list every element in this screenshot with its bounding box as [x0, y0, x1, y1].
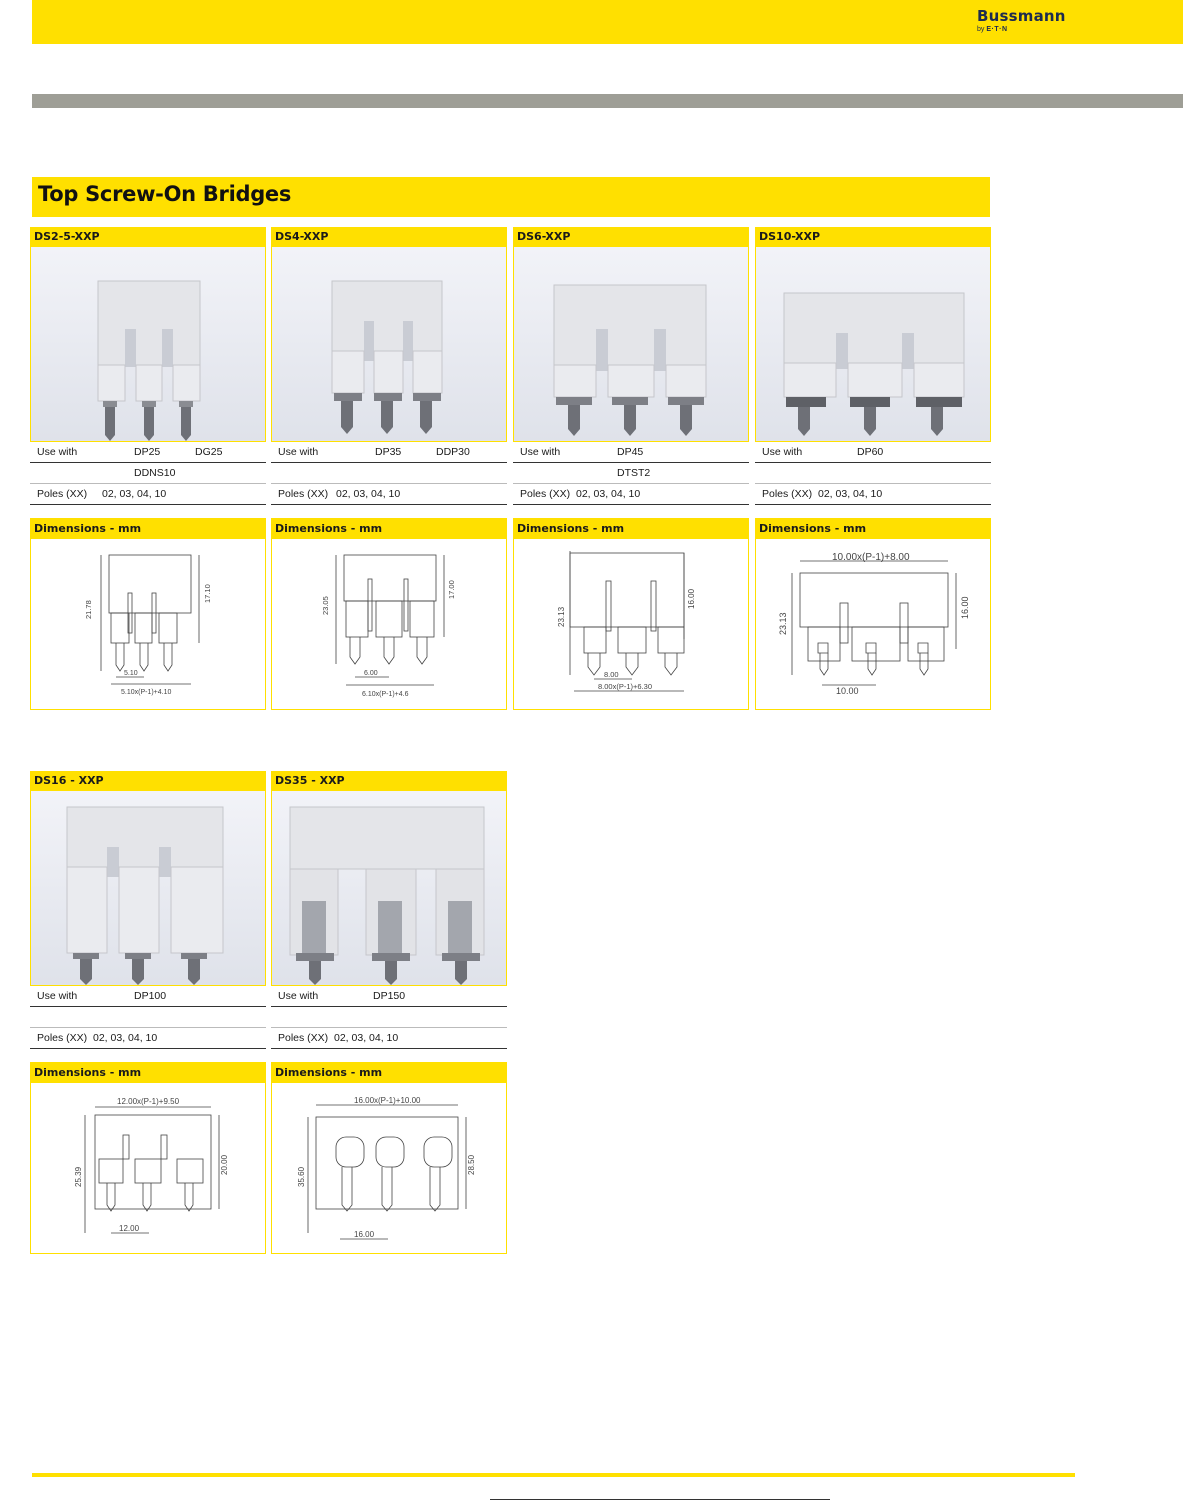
product-photo	[271, 791, 507, 986]
dim-width: 10.00x(P-1)+8.00	[832, 552, 910, 563]
dim-height: 25.39	[74, 1166, 83, 1187]
dimension-svg	[514, 539, 748, 709]
spec-table	[271, 442, 507, 505]
dimension-svg	[756, 539, 990, 709]
dim-pitch: 8.00	[604, 670, 619, 679]
dimension-svg	[272, 539, 506, 709]
use-with-label: Use with	[762, 446, 803, 458]
poles-row	[755, 483, 991, 505]
use-with-value: DTST2	[617, 467, 651, 479]
dimension-drawing	[513, 539, 749, 710]
use-with-row-2	[755, 463, 991, 483]
bridge-image	[756, 247, 990, 441]
spec-table	[271, 986, 507, 1049]
use-with-label: Use with	[278, 446, 319, 458]
dim-height2: 28.50	[467, 1154, 476, 1175]
dim-height: 35.60	[297, 1166, 306, 1187]
brand-by: by	[977, 26, 985, 33]
poles-value: 02, 03, 04, 10	[576, 488, 641, 500]
dimensions-header: Dimensions - mm	[271, 518, 507, 539]
dimensions-header: Dimensions - mm	[271, 1062, 507, 1083]
product-photo	[30, 791, 266, 986]
poles-label: Poles (XX)	[762, 488, 813, 500]
dim-width: 8.00x(P-1)+6.30	[598, 682, 652, 691]
product-photo	[30, 247, 266, 442]
use-with-row-2	[513, 463, 749, 483]
dimension-svg	[31, 539, 265, 709]
product-card	[271, 227, 507, 710]
dimension-drawing	[30, 539, 266, 710]
use-with-row	[755, 442, 991, 463]
product-photo	[271, 247, 507, 442]
dim-pitch: 6.00	[364, 670, 378, 677]
poles-value: 02, 03, 04, 10	[818, 488, 883, 500]
use-with-value: DP150	[373, 990, 406, 1002]
section-header	[32, 177, 990, 217]
dim-height: 23.13	[557, 606, 566, 627]
use-with-row-2	[271, 1007, 507, 1027]
use-with-label: Use with	[37, 990, 78, 1002]
use-with-label: Use with	[520, 446, 561, 458]
poles-value: 02, 03, 04, 10	[336, 488, 401, 500]
bridge-image	[514, 247, 748, 441]
poles-label: Poles (XX)	[520, 488, 571, 500]
use-with-value: DP35	[375, 446, 402, 458]
dim-width: 5.10x(P-1)+4.10	[121, 689, 172, 696]
use-with-value: DG25	[195, 446, 223, 458]
use-with-label: Use with	[37, 446, 78, 458]
use-with-row	[271, 442, 507, 463]
use-with-value: DP25	[134, 446, 161, 458]
poles-row	[513, 483, 749, 505]
grey-divider	[32, 94, 1183, 108]
spec-table	[30, 442, 266, 505]
dim-width: 16.00x(P-1)+10.00	[354, 1096, 421, 1105]
product-photo	[513, 247, 749, 442]
product-card	[30, 771, 266, 1254]
eaton-mark: E·T·N	[986, 26, 1008, 33]
use-with-row	[30, 442, 266, 463]
dim-height2: 17.10	[203, 584, 212, 603]
dim-height2: 20.00	[220, 1154, 229, 1175]
poles-row	[30, 1027, 266, 1049]
dimension-svg	[272, 1083, 506, 1253]
use-with-row	[271, 986, 507, 1007]
dim-height2: 16.00	[687, 588, 696, 609]
use-with-value: DP60	[857, 446, 884, 458]
use-with-row-2	[271, 463, 507, 483]
bridge-image	[31, 247, 265, 441]
dim-width: 12.00x(P-1)+9.50	[117, 1097, 180, 1106]
dimension-drawing	[30, 1083, 266, 1254]
use-with-value: DP45	[617, 446, 644, 458]
product-model: DS4-XXP	[271, 227, 507, 247]
use-with-row	[513, 442, 749, 463]
product-card	[271, 771, 507, 1254]
use-with-row-2	[30, 1007, 266, 1027]
poles-label: Poles (XX)	[37, 1032, 88, 1044]
bridge-image	[272, 791, 506, 985]
dim-height2: 16.00	[960, 596, 970, 619]
product-card	[513, 227, 749, 710]
use-with-row	[30, 986, 266, 1007]
dim-width: 6.10x(P-1)+4.6	[362, 691, 409, 698]
dim-height: 21.78	[84, 600, 93, 619]
poles-label: Poles (XX)	[278, 488, 329, 500]
bridge-image	[272, 247, 506, 441]
footer-band	[32, 1473, 1075, 1477]
dimensions-header: Dimensions - mm	[513, 518, 749, 539]
poles-label: Poles (XX)	[37, 488, 88, 500]
product-photo	[755, 247, 991, 442]
dim-pitch: 5.10	[124, 670, 138, 677]
spec-table	[755, 442, 991, 505]
section-title: Top Screw-On Bridges	[38, 182, 292, 206]
dim-height: 23.13	[778, 612, 788, 635]
dim-height2: 17.00	[447, 580, 456, 599]
poles-label: Poles (XX)	[278, 1032, 329, 1044]
spec-table	[513, 442, 749, 505]
product-model: DS2-5-XXP	[30, 227, 266, 247]
product-model: DS10-XXP	[755, 227, 991, 247]
spec-table	[30, 986, 266, 1049]
use-with-row-2	[30, 463, 266, 483]
dimensions-header: Dimensions - mm	[30, 1062, 266, 1083]
poles-value: 02, 03, 04, 10	[93, 1032, 158, 1044]
poles-row	[271, 483, 507, 505]
dimensions-header: Dimensions - mm	[30, 518, 266, 539]
use-with-value: DDNS10	[134, 467, 176, 479]
dim-pitch: 12.00	[119, 1224, 140, 1233]
poles-row	[271, 1027, 507, 1049]
dimension-drawing	[271, 539, 507, 710]
dim-height: 23.05	[321, 596, 330, 615]
bussmann-logo	[977, 9, 1066, 33]
use-with-value: DDP30	[436, 446, 470, 458]
product-model: DS16 - XXP	[30, 771, 266, 791]
product-card	[30, 227, 266, 710]
use-with-label: Use with	[278, 990, 319, 1002]
poles-value: 02, 03, 04, 10	[334, 1032, 399, 1044]
poles-row	[30, 483, 266, 505]
product-card	[755, 227, 991, 710]
product-model: DS35 - XXP	[271, 771, 507, 791]
brand-sub	[977, 26, 1066, 33]
dimensions-header: Dimensions - mm	[755, 518, 991, 539]
poles-value: 02, 03, 04, 10	[102, 488, 167, 500]
dim-pitch: 10.00	[836, 686, 859, 696]
brand-name: Bussmann	[977, 7, 1066, 25]
dimension-drawing	[755, 539, 991, 710]
bridge-image	[31, 791, 265, 985]
use-with-value: DP100	[134, 990, 167, 1002]
dimension-drawing	[271, 1083, 507, 1254]
dim-pitch: 16.00	[354, 1230, 375, 1239]
product-model: DS6-XXP	[513, 227, 749, 247]
dimension-svg	[31, 1083, 265, 1253]
